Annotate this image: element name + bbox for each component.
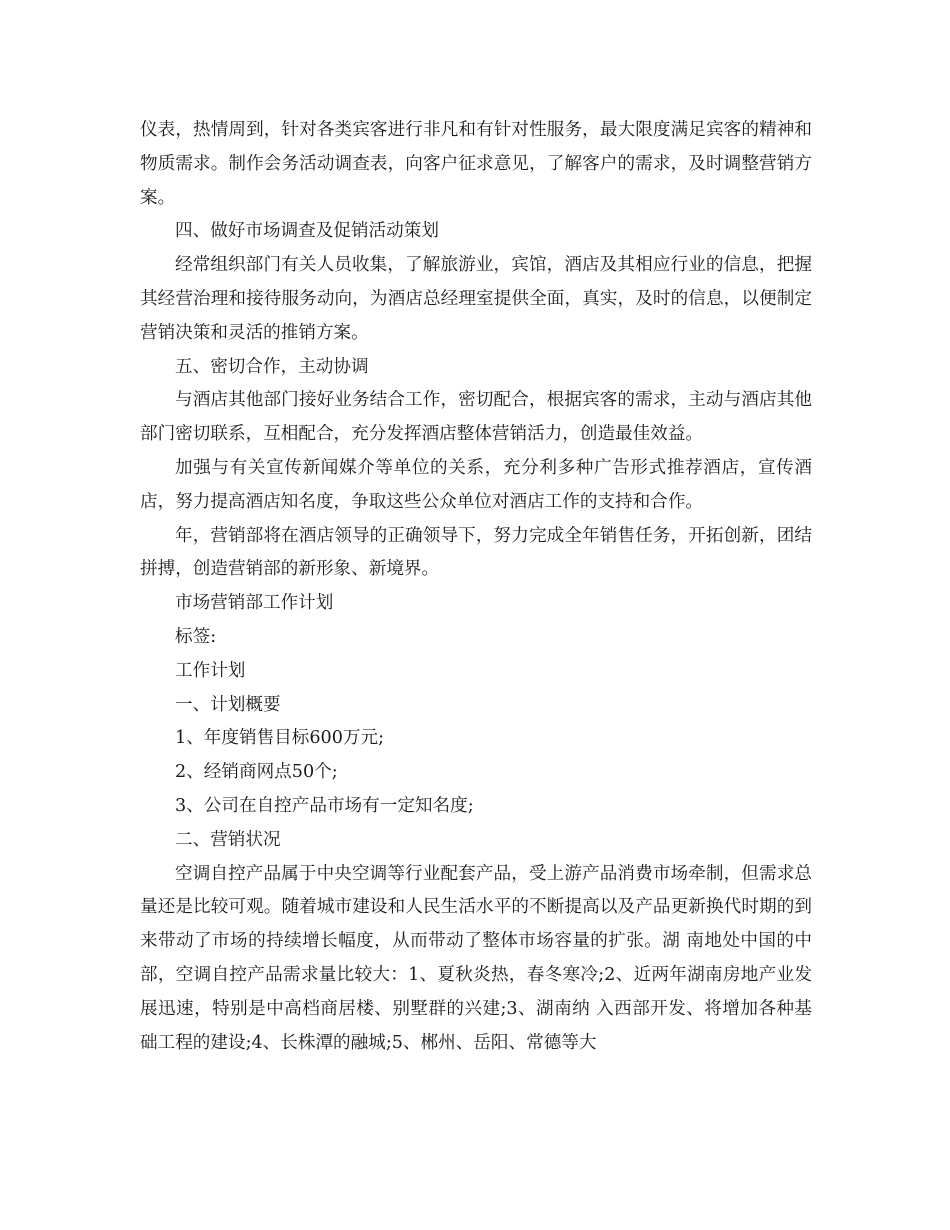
tag-label: 标签: bbox=[175, 626, 217, 647]
document-body bbox=[140, 114, 812, 1060]
paragraph: 经常组织部门有关人员收集，了解旅游业，宾馆，酒店及其相应行业的信息，把握其经营治理和接待服务动向，为酒店总经理室提供全面，真实，及时的信息，以便制定营销决策和灵活的推销方案。 bbox=[140, 255, 812, 343]
paragraph: 与酒店其他部门接好业务结合工作，密切配合，根据宾客的需求，主动与酒店其他部门密切联系，互相配合，充分发挥酒店整体营销活力，创造最佳效益。 bbox=[140, 390, 812, 445]
list-item: 2、经销商网点50个; bbox=[175, 762, 338, 783]
section-heading: 一、计划概要 bbox=[175, 694, 281, 715]
section-heading: 四、做好市场调查及促销活动策划 bbox=[175, 221, 439, 242]
paragraph: 空调自控产品属于中央空调等行业配套产品，受上游产品消费市场牵制，但需求总量还是比较可观。随着城市建设和人民生活水平的不断提高以及产品更新换代时期的到来带动了市场的持续增长幅度，从而带动了整体市场容量的扩张。湖 南地处中国的中部，空调自控产品需求量比较大：1、夏秋炎热，春冬寒冷;2、近两年湖南房地产业发展迅速，特别是中高档商居楼、别墅群的兴建;3、湖南纳 入西部开发、将增加各种基础工程的建设;4、长株潭的融城;5、郴州、岳阳、常德等大 bbox=[140, 863, 812, 1053]
tag-value: 工作计划 bbox=[175, 660, 246, 681]
section-heading: 二、营销状况 bbox=[175, 829, 281, 850]
section-heading: 五、密切合作，主动协调 bbox=[175, 356, 369, 377]
list-item: 3、公司在自控产品市场有一定知名度; bbox=[175, 795, 474, 816]
list-item: 1、年度销售目标600万元; bbox=[175, 728, 385, 749]
document-title: 市场营销部工作计划 bbox=[175, 593, 334, 614]
paragraph: 仪表，热情周到，针对各类宾客进行非凡和有针对性服务，最大限度满足宾客的精神和物质需求。制作会务活动调查表，向客户征求意见，了解客户的需求，及时调整营销方案。 bbox=[140, 120, 812, 208]
paragraph: 加强与有关宣传新闻媒介等单位的关系，充分利多种广告形式推荐酒店，宣传酒店，努力提高酒店知名度，争取这些公众单位对酒店工作的支持和合作。 bbox=[140, 457, 812, 512]
paragraph: 年，营销部将在酒店领导的正确领导下，努力完成全年销售任务，开拓创新，团结拼搏，创造营销部的新形象、新境界。 bbox=[140, 525, 812, 580]
